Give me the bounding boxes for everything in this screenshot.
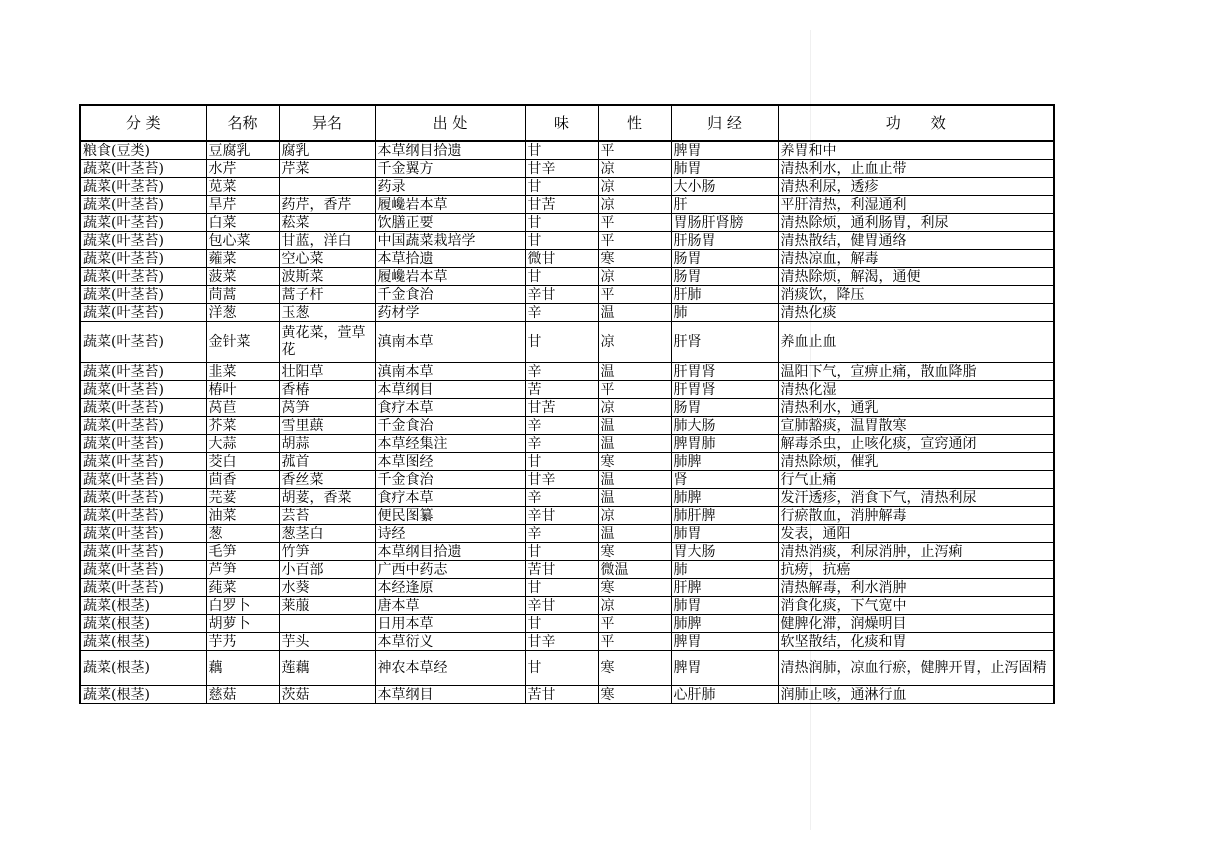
cell-source: 广西中药志 xyxy=(375,561,525,579)
cell-nature: 寒 xyxy=(598,250,671,268)
cell-nature: 温 xyxy=(598,435,671,453)
cell-category: 蔬菜(叶茎苔) xyxy=(80,232,206,250)
cell-source: 药材学 xyxy=(375,304,525,322)
cell-category: 蔬菜(叶茎苔) xyxy=(80,525,206,543)
cell-category: 蔬菜(叶茎苔) xyxy=(80,322,206,363)
cell-alias: 甘蓝，洋白 xyxy=(279,232,375,250)
cell-efficacy: 润肺止咳，通淋行血 xyxy=(778,686,1054,704)
cell-source: 千金翼方 xyxy=(375,160,525,178)
cell-meridian: 肺大肠 xyxy=(671,417,778,435)
cell-source: 中国蔬菜栽培学 xyxy=(375,232,525,250)
cell-category: 蔬菜(叶茎苔) xyxy=(80,453,206,471)
table-row xyxy=(80,322,1054,363)
cell-taste: 甘辛 xyxy=(525,471,598,489)
cell-efficacy: 清热解毒，利水消肿 xyxy=(778,579,1054,597)
cell-efficacy: 清热除烦，催乳 xyxy=(778,453,1054,471)
cell-source: 食疗本草 xyxy=(375,489,525,507)
cell-nature: 凉 xyxy=(598,268,671,286)
cell-source: 诗经 xyxy=(375,525,525,543)
cell-category: 蔬菜(根茎) xyxy=(80,597,206,615)
cell-name: 莼菜 xyxy=(206,579,279,597)
cell-alias: 壮阳草 xyxy=(279,363,375,381)
cell-nature: 凉 xyxy=(598,196,671,214)
cell-name: 芫荽 xyxy=(206,489,279,507)
cell-meridian: 肝胃肾 xyxy=(671,363,778,381)
cell-name: 洋葱 xyxy=(206,304,279,322)
table-row xyxy=(80,178,1054,196)
cell-meridian: 肝 xyxy=(671,196,778,214)
cell-category: 蔬菜(叶茎苔) xyxy=(80,471,206,489)
cell-efficacy: 清热润肺，凉血行瘀，健脾开胃，止泻固精 xyxy=(778,651,1054,686)
cell-efficacy: 温阳下气，宣痹止痛，散血降脂 xyxy=(778,363,1054,381)
cell-efficacy: 清热利水，止血止带 xyxy=(778,160,1054,178)
cell-name: 包心菜 xyxy=(206,232,279,250)
cell-source: 饮膳正要 xyxy=(375,214,525,232)
table-row xyxy=(80,543,1054,561)
cell-taste: 辛 xyxy=(525,417,598,435)
cell-taste: 甘 xyxy=(525,178,598,196)
cell-taste: 苦 xyxy=(525,381,598,399)
header-source: 出 处 xyxy=(375,105,525,141)
cell-source: 神农本草经 xyxy=(375,651,525,686)
cell-nature: 平 xyxy=(598,615,671,633)
table-row xyxy=(80,507,1054,525)
cell-meridian: 脾胃肺 xyxy=(671,435,778,453)
table-row xyxy=(80,525,1054,543)
cell-category: 蔬菜(叶茎苔) xyxy=(80,543,206,561)
cell-meridian: 脾胃 xyxy=(671,633,778,651)
cell-name: 毛笋 xyxy=(206,543,279,561)
cell-alias: 药芹，香芹 xyxy=(279,196,375,214)
cell-category: 蔬菜(叶茎苔) xyxy=(80,268,206,286)
cell-name: 水芹 xyxy=(206,160,279,178)
cell-source: 本草衍义 xyxy=(375,633,525,651)
cell-source: 便民图纂 xyxy=(375,507,525,525)
table-row xyxy=(80,250,1054,268)
table-row xyxy=(80,489,1054,507)
header-category: 分 类 xyxy=(80,105,206,141)
cell-nature: 平 xyxy=(598,633,671,651)
cell-alias: 竹笋 xyxy=(279,543,375,561)
cell-source: 本草纲目拾遗 xyxy=(375,543,525,561)
cell-taste: 甘 xyxy=(525,322,598,363)
cell-alias: 香椿 xyxy=(279,381,375,399)
cell-nature: 凉 xyxy=(598,597,671,615)
cell-meridian: 胃肠肝肾膀 xyxy=(671,214,778,232)
cell-category: 蔬菜(叶茎苔) xyxy=(80,160,206,178)
cell-efficacy: 发汗透疹，消食下气，清热利尿 xyxy=(778,489,1054,507)
header-name: 名称 xyxy=(206,105,279,141)
cell-source: 千金食治 xyxy=(375,471,525,489)
header-taste: 味 xyxy=(525,105,598,141)
cell-source: 药录 xyxy=(375,178,525,196)
cell-meridian: 肺 xyxy=(671,561,778,579)
cell-alias: 玉葱 xyxy=(279,304,375,322)
cell-alias: 菘菜 xyxy=(279,214,375,232)
table-row xyxy=(80,417,1054,435)
cell-nature: 凉 xyxy=(598,399,671,417)
cell-efficacy: 行气止痛 xyxy=(778,471,1054,489)
cell-meridian: 肺胃 xyxy=(671,525,778,543)
cell-source: 唐本草 xyxy=(375,597,525,615)
table-row xyxy=(80,160,1054,178)
cell-alias: 茨菇 xyxy=(279,686,375,704)
header-meridian: 归 经 xyxy=(671,105,778,141)
cell-alias: 莲藕 xyxy=(279,651,375,686)
cell-source: 千金食治 xyxy=(375,286,525,304)
cell-alias: 莱菔 xyxy=(279,597,375,615)
cell-meridian: 大小肠 xyxy=(671,178,778,196)
cell-meridian: 肠胃 xyxy=(671,399,778,417)
cell-taste: 甘 xyxy=(525,141,598,160)
cell-nature: 凉 xyxy=(598,322,671,363)
cell-efficacy: 养胃和中 xyxy=(778,141,1054,160)
cell-category: 蔬菜(叶茎苔) xyxy=(80,381,206,399)
table-row xyxy=(80,615,1054,633)
cell-efficacy: 清热除烦，解渴，通便 xyxy=(778,268,1054,286)
cell-nature: 凉 xyxy=(598,160,671,178)
table-row xyxy=(80,232,1054,250)
cell-nature: 微温 xyxy=(598,561,671,579)
cell-alias: 水葵 xyxy=(279,579,375,597)
table-row xyxy=(80,304,1054,322)
cell-meridian: 脾胃 xyxy=(671,651,778,686)
cell-meridian: 脾胃 xyxy=(671,141,778,160)
cell-taste: 辛 xyxy=(525,489,598,507)
cell-alias: 胡蒜 xyxy=(279,435,375,453)
cell-name: 茭白 xyxy=(206,453,279,471)
cell-taste: 甘 xyxy=(525,651,598,686)
cell-name: 豆腐乳 xyxy=(206,141,279,160)
cell-meridian: 肠胃 xyxy=(671,250,778,268)
cell-efficacy: 消痰饮，降压 xyxy=(778,286,1054,304)
table-row xyxy=(80,651,1054,686)
cell-meridian: 肺 xyxy=(671,304,778,322)
cell-efficacy: 清热除烦，通利肠胃，利尿 xyxy=(778,214,1054,232)
cell-meridian: 肺肝脾 xyxy=(671,507,778,525)
cell-nature: 平 xyxy=(598,214,671,232)
cell-alias: 葱茎白 xyxy=(279,525,375,543)
cell-meridian: 肺脾 xyxy=(671,615,778,633)
cell-meridian: 肺胃 xyxy=(671,597,778,615)
table-body xyxy=(80,141,1054,704)
cell-efficacy: 清热凉血，解毒 xyxy=(778,250,1054,268)
cell-nature: 平 xyxy=(598,232,671,250)
cell-taste: 甘 xyxy=(525,232,598,250)
cell-nature: 温 xyxy=(598,471,671,489)
cell-name: 油菜 xyxy=(206,507,279,525)
cell-category: 粮食(豆类) xyxy=(80,141,206,160)
cell-meridian: 肠胃 xyxy=(671,268,778,286)
table-row xyxy=(80,286,1054,304)
cell-alias xyxy=(279,178,375,196)
cell-efficacy: 养血止血 xyxy=(778,322,1054,363)
cell-taste: 辛 xyxy=(525,304,598,322)
cell-source: 本草图经 xyxy=(375,453,525,471)
cell-alias: 莴笋 xyxy=(279,399,375,417)
table-row xyxy=(80,633,1054,651)
table-row xyxy=(80,363,1054,381)
cell-nature: 温 xyxy=(598,417,671,435)
cell-name: 韭菜 xyxy=(206,363,279,381)
cell-taste: 微甘 xyxy=(525,250,598,268)
cell-category: 蔬菜(叶茎苔) xyxy=(80,417,206,435)
herbal-food-table xyxy=(79,104,1055,704)
cell-taste: 辛 xyxy=(525,435,598,453)
cell-category: 蔬菜(叶茎苔) xyxy=(80,579,206,597)
cell-nature: 温 xyxy=(598,304,671,322)
cell-name: 金针菜 xyxy=(206,322,279,363)
cell-name: 芦笋 xyxy=(206,561,279,579)
cell-efficacy: 平肝清热，利湿通利 xyxy=(778,196,1054,214)
cell-alias: 小百部 xyxy=(279,561,375,579)
cell-meridian: 肺脾 xyxy=(671,453,778,471)
cell-category: 蔬菜(叶茎苔) xyxy=(80,286,206,304)
cell-alias: 黄花菜，萱草花 xyxy=(279,322,375,363)
cell-name: 苋菜 xyxy=(206,178,279,196)
table-row xyxy=(80,597,1054,615)
cell-alias: 芹菜 xyxy=(279,160,375,178)
cell-nature: 平 xyxy=(598,141,671,160)
cell-name: 茼蒿 xyxy=(206,286,279,304)
cell-category: 蔬菜(根茎) xyxy=(80,633,206,651)
table-row xyxy=(80,196,1054,214)
cell-name: 白菜 xyxy=(206,214,279,232)
cell-source: 食疗本草 xyxy=(375,399,525,417)
cell-source: 本草经集注 xyxy=(375,435,525,453)
cell-name: 芥菜 xyxy=(206,417,279,435)
cell-name: 菠菜 xyxy=(206,268,279,286)
cell-category: 蔬菜(叶茎苔) xyxy=(80,561,206,579)
cell-taste: 甘苦 xyxy=(525,196,598,214)
cell-name: 椿叶 xyxy=(206,381,279,399)
cell-source: 日用本草 xyxy=(375,615,525,633)
cell-name: 葱 xyxy=(206,525,279,543)
cell-alias: 蒿子杆 xyxy=(279,286,375,304)
header-efficacy: 功 效 xyxy=(778,105,1054,141)
cell-category: 蔬菜(根茎) xyxy=(80,651,206,686)
cell-category: 蔬菜(叶茎苔) xyxy=(80,435,206,453)
cell-alias xyxy=(279,615,375,633)
cell-taste: 辛 xyxy=(525,363,598,381)
cell-meridian: 心肝肺 xyxy=(671,686,778,704)
cell-efficacy: 健脾化滞，润燥明目 xyxy=(778,615,1054,633)
cell-alias: 雪里蕻 xyxy=(279,417,375,435)
cell-taste: 甘苦 xyxy=(525,399,598,417)
table-row xyxy=(80,435,1054,453)
cell-efficacy: 发表，通阳 xyxy=(778,525,1054,543)
cell-meridian: 肝肺 xyxy=(671,286,778,304)
cell-taste: 辛甘 xyxy=(525,286,598,304)
cell-taste: 甘 xyxy=(525,543,598,561)
cell-meridian: 肺脾 xyxy=(671,489,778,507)
cell-category: 蔬菜(叶茎苔) xyxy=(80,489,206,507)
table-header-row xyxy=(80,105,1054,141)
cell-nature: 凉 xyxy=(598,507,671,525)
cell-efficacy: 抗痨，抗癌 xyxy=(778,561,1054,579)
cell-name: 胡萝卜 xyxy=(206,615,279,633)
cell-source: 本草纲目 xyxy=(375,686,525,704)
cell-alias: 香丝菜 xyxy=(279,471,375,489)
cell-nature: 平 xyxy=(598,286,671,304)
cell-meridian: 肝脾 xyxy=(671,579,778,597)
cell-alias: 芸苔 xyxy=(279,507,375,525)
cell-taste: 辛甘 xyxy=(525,507,598,525)
cell-taste: 甘 xyxy=(525,268,598,286)
cell-efficacy: 消食化痰，下气宽中 xyxy=(778,597,1054,615)
cell-efficacy: 清热利水，通乳 xyxy=(778,399,1054,417)
cell-alias: 空心菜 xyxy=(279,250,375,268)
cell-nature: 寒 xyxy=(598,579,671,597)
cell-taste: 甘辛 xyxy=(525,160,598,178)
cell-taste: 苦甘 xyxy=(525,561,598,579)
cell-nature: 寒 xyxy=(598,686,671,704)
cell-nature: 凉 xyxy=(598,178,671,196)
cell-taste: 甘 xyxy=(525,214,598,232)
cell-category: 蔬菜(叶茎苔) xyxy=(80,363,206,381)
cell-name: 旱芹 xyxy=(206,196,279,214)
cell-source: 滇南本草 xyxy=(375,363,525,381)
table-row xyxy=(80,214,1054,232)
cell-nature: 平 xyxy=(598,381,671,399)
cell-efficacy: 清热化痰 xyxy=(778,304,1054,322)
cell-category: 蔬菜(叶茎苔) xyxy=(80,196,206,214)
table-row xyxy=(80,268,1054,286)
cell-source: 滇南本草 xyxy=(375,322,525,363)
cell-category: 蔬菜(根茎) xyxy=(80,686,206,704)
cell-taste: 甘 xyxy=(525,579,598,597)
cell-efficacy: 清热消痰，利尿消肿，止泻痢 xyxy=(778,543,1054,561)
cell-name: 藕 xyxy=(206,651,279,686)
cell-source: 履巉岩本草 xyxy=(375,196,525,214)
table-row xyxy=(80,381,1054,399)
cell-efficacy: 行瘀散血，消肿解毒 xyxy=(778,507,1054,525)
table-row xyxy=(80,561,1054,579)
cell-meridian: 肝肠胃 xyxy=(671,232,778,250)
cell-meridian: 肝肾 xyxy=(671,322,778,363)
cell-category: 蔬菜(叶茎苔) xyxy=(80,178,206,196)
cell-alias: 芋头 xyxy=(279,633,375,651)
table-row xyxy=(80,399,1054,417)
cell-meridian: 肺胃 xyxy=(671,160,778,178)
cell-meridian: 肝胃肾 xyxy=(671,381,778,399)
cell-taste: 辛甘 xyxy=(525,597,598,615)
cell-category: 蔬菜(叶茎苔) xyxy=(80,250,206,268)
cell-efficacy: 清热化湿 xyxy=(778,381,1054,399)
cell-category: 蔬菜(叶茎苔) xyxy=(80,214,206,232)
cell-efficacy: 解毒杀虫，止咳化痰，宣窍通闭 xyxy=(778,435,1054,453)
cell-name: 大蒜 xyxy=(206,435,279,453)
cell-meridian: 肾 xyxy=(671,471,778,489)
cell-alias: 腐乳 xyxy=(279,141,375,160)
cell-source: 本草纲目 xyxy=(375,381,525,399)
cell-alias: 菰首 xyxy=(279,453,375,471)
cell-nature: 温 xyxy=(598,489,671,507)
cell-category: 蔬菜(叶茎苔) xyxy=(80,304,206,322)
cell-name: 莴苣 xyxy=(206,399,279,417)
cell-name: 蕹菜 xyxy=(206,250,279,268)
cell-taste: 甘 xyxy=(525,615,598,633)
cell-nature: 寒 xyxy=(598,543,671,561)
cell-nature: 温 xyxy=(598,525,671,543)
table-row xyxy=(80,453,1054,471)
cell-meridian: 胃大肠 xyxy=(671,543,778,561)
cell-category: 蔬菜(叶茎苔) xyxy=(80,507,206,525)
cell-efficacy: 清热散结，健胃通络 xyxy=(778,232,1054,250)
cell-category: 蔬菜(叶茎苔) xyxy=(80,399,206,417)
herbal-food-table-container xyxy=(79,104,1055,704)
header-nature: 性 xyxy=(598,105,671,141)
cell-alias: 胡荽，香菜 xyxy=(279,489,375,507)
cell-efficacy: 软坚散结，化痰和胃 xyxy=(778,633,1054,651)
cell-source: 本草拾遗 xyxy=(375,250,525,268)
cell-nature: 寒 xyxy=(598,651,671,686)
cell-efficacy: 宣肺豁痰，温胃散寒 xyxy=(778,417,1054,435)
cell-category: 蔬菜(根茎) xyxy=(80,615,206,633)
cell-source: 本草纲目拾遗 xyxy=(375,141,525,160)
cell-alias: 波斯菜 xyxy=(279,268,375,286)
cell-source: 千金食治 xyxy=(375,417,525,435)
table-row xyxy=(80,141,1054,160)
table-row xyxy=(80,579,1054,597)
header-alias: 异名 xyxy=(279,105,375,141)
cell-name: 慈菇 xyxy=(206,686,279,704)
cell-taste: 甘 xyxy=(525,453,598,471)
cell-efficacy: 清热利尿，透疹 xyxy=(778,178,1054,196)
cell-nature: 寒 xyxy=(598,453,671,471)
table-row xyxy=(80,471,1054,489)
cell-nature: 温 xyxy=(598,363,671,381)
cell-name: 茴香 xyxy=(206,471,279,489)
table-row xyxy=(80,686,1054,704)
cell-name: 白罗卜 xyxy=(206,597,279,615)
cell-taste: 辛 xyxy=(525,525,598,543)
cell-taste: 苦甘 xyxy=(525,686,598,704)
cell-source: 本经逢原 xyxy=(375,579,525,597)
cell-name: 芋艿 xyxy=(206,633,279,651)
cell-taste: 甘辛 xyxy=(525,633,598,651)
cell-source: 履巉岩本草 xyxy=(375,268,525,286)
